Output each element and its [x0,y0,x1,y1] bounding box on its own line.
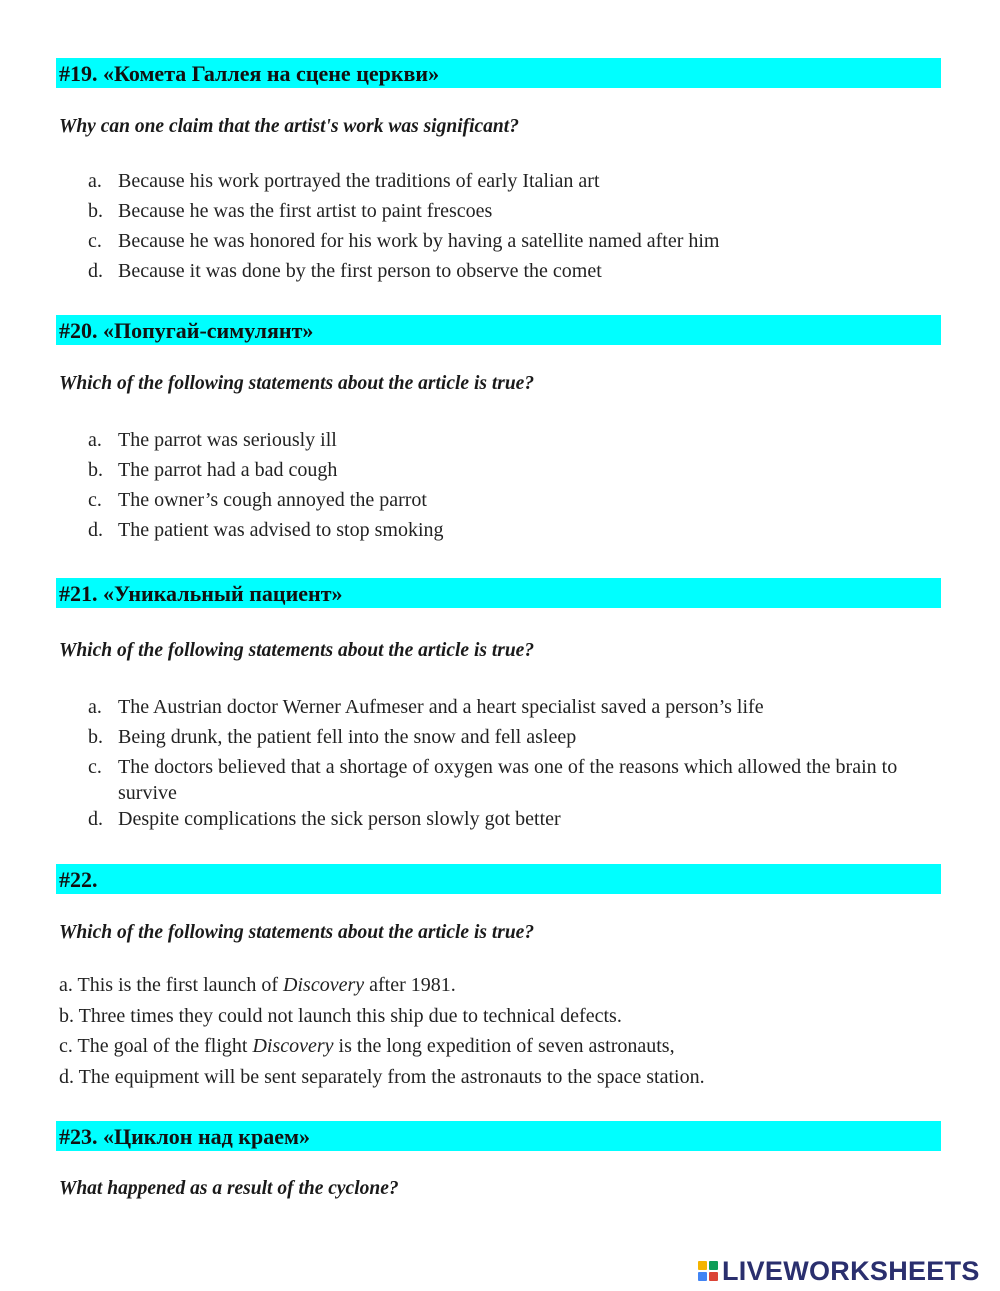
option-21b: b. Being drunk, the patient fell into the snow and fell asleep [88,726,577,748]
logo-mark-square [709,1272,718,1281]
options-list-21 [88,694,948,836]
logo-wordmark: LIVEWORKSHEETS [722,1255,980,1286]
option-21d: d. Despite complications the sick person slowly got better [88,808,561,830]
option-20c: c. The owner’s cough annoyed the parrot [88,489,427,511]
question-23: What happened as a result of the cyclone? [59,1178,399,1199]
option-20a: a. The parrot was seriously ill [88,429,337,451]
option-21a: a. The Austrian doctor Werner Aufmeser and a heart specialist saved a person’s life [88,696,764,718]
option-22a: a. This is the first launch of Discovery after 1981. [59,974,456,996]
section-header-23: #23. «Циклон над краем» [56,1121,941,1151]
option-21c: c. The doctors believed that a shortage of oxygen was one of the reasons which allowed the brain to survive [88,756,898,804]
option-19d: d. Because it was done by the first person to observe the comet [88,260,602,282]
option-19c: c. Because he was honored for his work by having a satellite named after him [88,230,720,252]
section-header-20: #20. «Попугай-симулянт» [56,315,941,345]
question-19: Why can one claim that the artist's work was significant? [59,116,519,137]
question-20: Which of the following statements about the article is true? [59,373,535,394]
logo-mark-square [709,1261,718,1270]
liveworksheets-logo-icon [698,1261,718,1281]
section-header-22: #22. [56,864,941,894]
question-22: Which of the following statements about the article is true? [59,922,535,943]
section-header-21: #21. «Уникальный пациент» [56,578,941,608]
liveworksheets-logo [698,1255,998,1287]
option-19a: a. Because his work portrayed the traditions of early Italian art [88,170,600,192]
options-list-20 [88,427,948,547]
option-22c: c. The goal of the flight Discovery is the long expedition of seven astronauts, [59,1035,675,1057]
option-20b: b. The parrot had a bad cough [88,459,338,481]
section-header-19: #19. «Комета Галлея на сцене церкви» [56,58,941,88]
options-list-19 [88,168,948,288]
option-20d: d. The patient was advised to stop smoking [88,519,444,541]
logo-mark-square [698,1272,707,1281]
option-22d: d. The equipment will be sent separately from the astronauts to the space station. [59,1065,705,1088]
option-22b: b. Three times they could not launch this ship due to technical defects. [59,1004,622,1027]
option-19b: b. Because he was the first artist to paint frescoes [88,200,493,222]
options-list-22 [59,972,939,1094]
logo-mark-square [698,1261,707,1270]
question-21: Which of the following statements about the article is true? [59,640,535,661]
